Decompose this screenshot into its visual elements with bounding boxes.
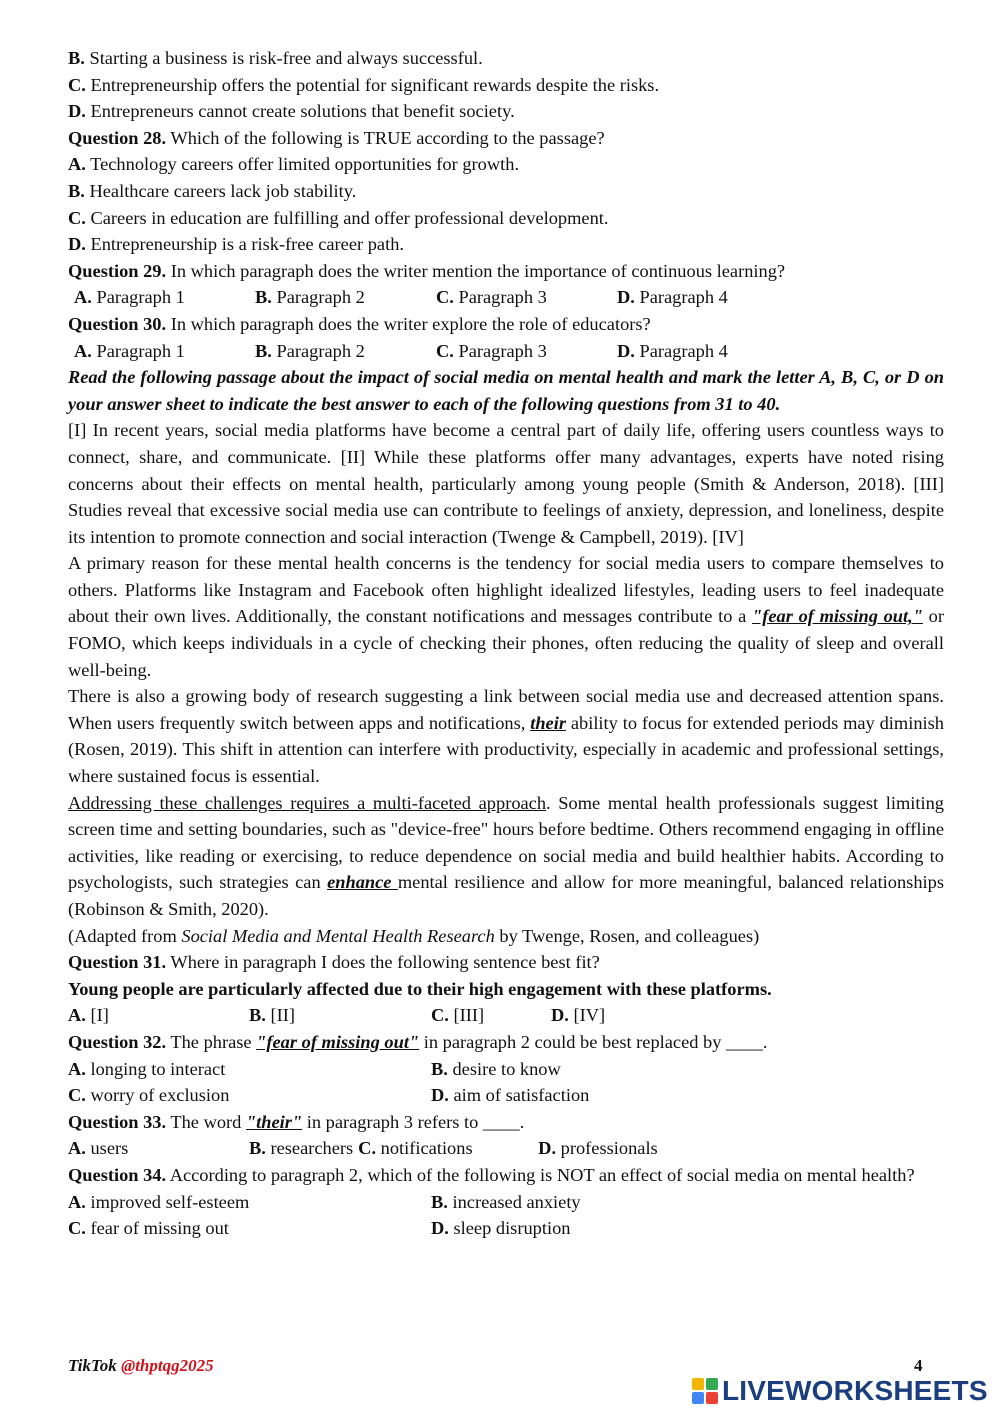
q34-option-b: B. increased anxiety: [431, 1191, 581, 1212]
q33-option-a: A. users: [68, 1138, 129, 1159]
q31-option-c: C. [III]: [431, 1005, 485, 1026]
q28-option-b: B. Healthcare careers lack job stability.: [68, 180, 357, 201]
passage-paragraph-2: A primary reason for these mental health concerns is the tendency for social media users to compare themselves to others. Platforms like Instagram and Facebook often highlight idealized lifestyles, leading users to feel inadequate about their own lives. Additionally, the constant notifications and messages contribute to a "fear of missing out," or FOMO, which keeps individuals in a cycle of checking their phones, often reducing the quality of sleep and overall well-being.: [68, 553, 944, 680]
q28-option-d: D. Entrepreneurship is a risk-free career path.: [68, 234, 404, 255]
q33-options: [68, 1135, 944, 1162]
q31-option-a: A. [I]: [68, 1005, 109, 1026]
q29-option-a: A. Paragraph 1: [74, 287, 185, 308]
q29-options: [68, 284, 944, 311]
passage-paragraph-1: [I] In recent years, social media platforms have become a central part of daily life, offering users countless ways to connect, share, and communicate. [II] While these platforms offer many advantages, experts have noted rising concerns about their effects on mental health, particularly among young people (Smith & Anderson, 2018). [III] Studies reveal that excessive social media use can contribute to feelings of anxiety, depression, and loneliness, despite its intention to promote connection and social interaction (Twenge & Campbell, 2019). [IV]: [68, 420, 944, 547]
q33-option-c: C. notifications: [358, 1138, 473, 1159]
liveworksheets-logo-icon: [692, 1378, 718, 1404]
q31-option-b: B. [II]: [249, 1005, 295, 1026]
q33-option-b: B. researchers: [249, 1138, 354, 1159]
worksheet-page: [68, 45, 944, 1242]
liveworksheets-logo: [692, 1376, 988, 1406]
q32-options-row-1: [68, 1056, 944, 1083]
q27-option-c: C. Entrepreneurship offers the potential for significant rewards despite the risks.: [68, 74, 660, 95]
q33-option-d: D. professionals: [538, 1138, 658, 1159]
q32-option-c: C. worry of exclusion: [68, 1085, 230, 1106]
q29-option-b: B. Paragraph 2: [255, 287, 365, 308]
q33-stem: Question 33. The word "their" in paragraph 3 refers to ____.: [68, 1111, 525, 1132]
q31-sentence: Young people are particularly affected due to their high engagement with these platforms.: [68, 978, 772, 999]
q34-options-row-2: [68, 1215, 944, 1242]
highlight-enhance: enhance: [327, 872, 398, 893]
underlined-topic-sentence: Addressing these challenges requires a multi-faceted approach: [68, 792, 547, 813]
q30-option-b: B. Paragraph 2: [255, 340, 365, 361]
q34-option-d: D. sleep disruption: [431, 1218, 571, 1239]
q32-options-row-2: [68, 1082, 944, 1109]
page-number: 4: [914, 1356, 923, 1375]
q29-stem: Question 29. In which paragraph does the writer mention the importance of continuous learning?: [68, 260, 786, 281]
q30-stem: Question 30. In which paragraph does the writer explore the role of educators?: [68, 313, 651, 334]
q30-option-c: C. Paragraph 3: [436, 340, 547, 361]
q34-stem: Question 34. According to paragraph 2, which of the following is NOT an effect of social media on mental health?: [68, 1164, 915, 1185]
q31-options: [68, 1002, 944, 1029]
highlight-fear-of-missing-out: "fear of missing out,": [752, 606, 923, 627]
passage-source: (Adapted from Social Media and Mental Health Research by Twenge, Rosen, and colleagues): [68, 925, 760, 946]
q32-option-b: B. desire to know: [431, 1058, 561, 1079]
liveworksheets-wordmark: LIVEWORKSHEETS: [722, 1375, 988, 1406]
q32-stem: Question 32. The phrase "fear of missing out" in paragraph 2 could be best replaced by ____.: [68, 1031, 768, 1052]
q31-stem: Question 31. Where in paragraph I does the following sentence best fit?: [68, 952, 600, 973]
q28-stem: Question 28. Which of the following is TRUE according to the passage?: [68, 127, 605, 148]
tiktok-handle: @thptqg2025: [121, 1356, 214, 1375]
q34-option-c: C. fear of missing out: [68, 1218, 229, 1239]
passage-paragraph-4: Addressing these challenges requires a multi-faceted approach. Some mental health professionals suggest limiting screen time and setting boundaries, such as "device-free" hours before bedtime. Others recommend engaging in offline activities, like reading or exercising, to reduce dependence on social media and build healthier habits. According to psychologists, such strategies can enhance mental resilience and allow for more meaningful, balanced relationships (Robinson & Smith, 2020).: [68, 792, 944, 919]
q30-option-d: D. Paragraph 4: [617, 340, 728, 361]
passage-instruction: Read the following passage about the impact of social media on mental health and mark the letter A, B, C, or D on your answer sheet to indicate the best answer to each of the following questions from 31 to 40.: [68, 367, 944, 414]
q32-option-d: D. aim of satisfaction: [431, 1085, 590, 1106]
footer-tiktok: TikTok @thptqg2025: [68, 1356, 214, 1375]
q30-option-a: A. Paragraph 1: [74, 340, 185, 361]
highlight-their: their: [530, 712, 566, 733]
q29-option-c: C. Paragraph 3: [436, 287, 547, 308]
q34-options-row-1: [68, 1189, 944, 1216]
q27-option-b: B. Starting a business is risk-free and always successful.: [68, 48, 483, 68]
passage-paragraph-3: There is also a growing body of research suggesting a link between social media use and decreased attention spans. When users frequently switch between apps and notifications, their ability to focus for extended periods may diminish (Rosen, 2019). This shift in attention can interfere with productivity, especially in academic and professional settings, where sustained focus is essential.: [68, 686, 944, 787]
q32-option-a: A. longing to interact: [68, 1058, 226, 1079]
q30-options: [68, 338, 944, 365]
q28-option-a: A. Technology careers offer limited opportunities for growth.: [68, 154, 520, 175]
q31-option-d: D. [IV]: [551, 1005, 606, 1026]
q29-option-d: D. Paragraph 4: [617, 287, 728, 308]
q28-option-c: C. Careers in education are fulfilling and offer professional development.: [68, 207, 609, 228]
q34-option-a: A. improved self-esteem: [68, 1191, 250, 1212]
q27-option-d: D. Entrepreneurs cannot create solutions that benefit society.: [68, 101, 515, 122]
